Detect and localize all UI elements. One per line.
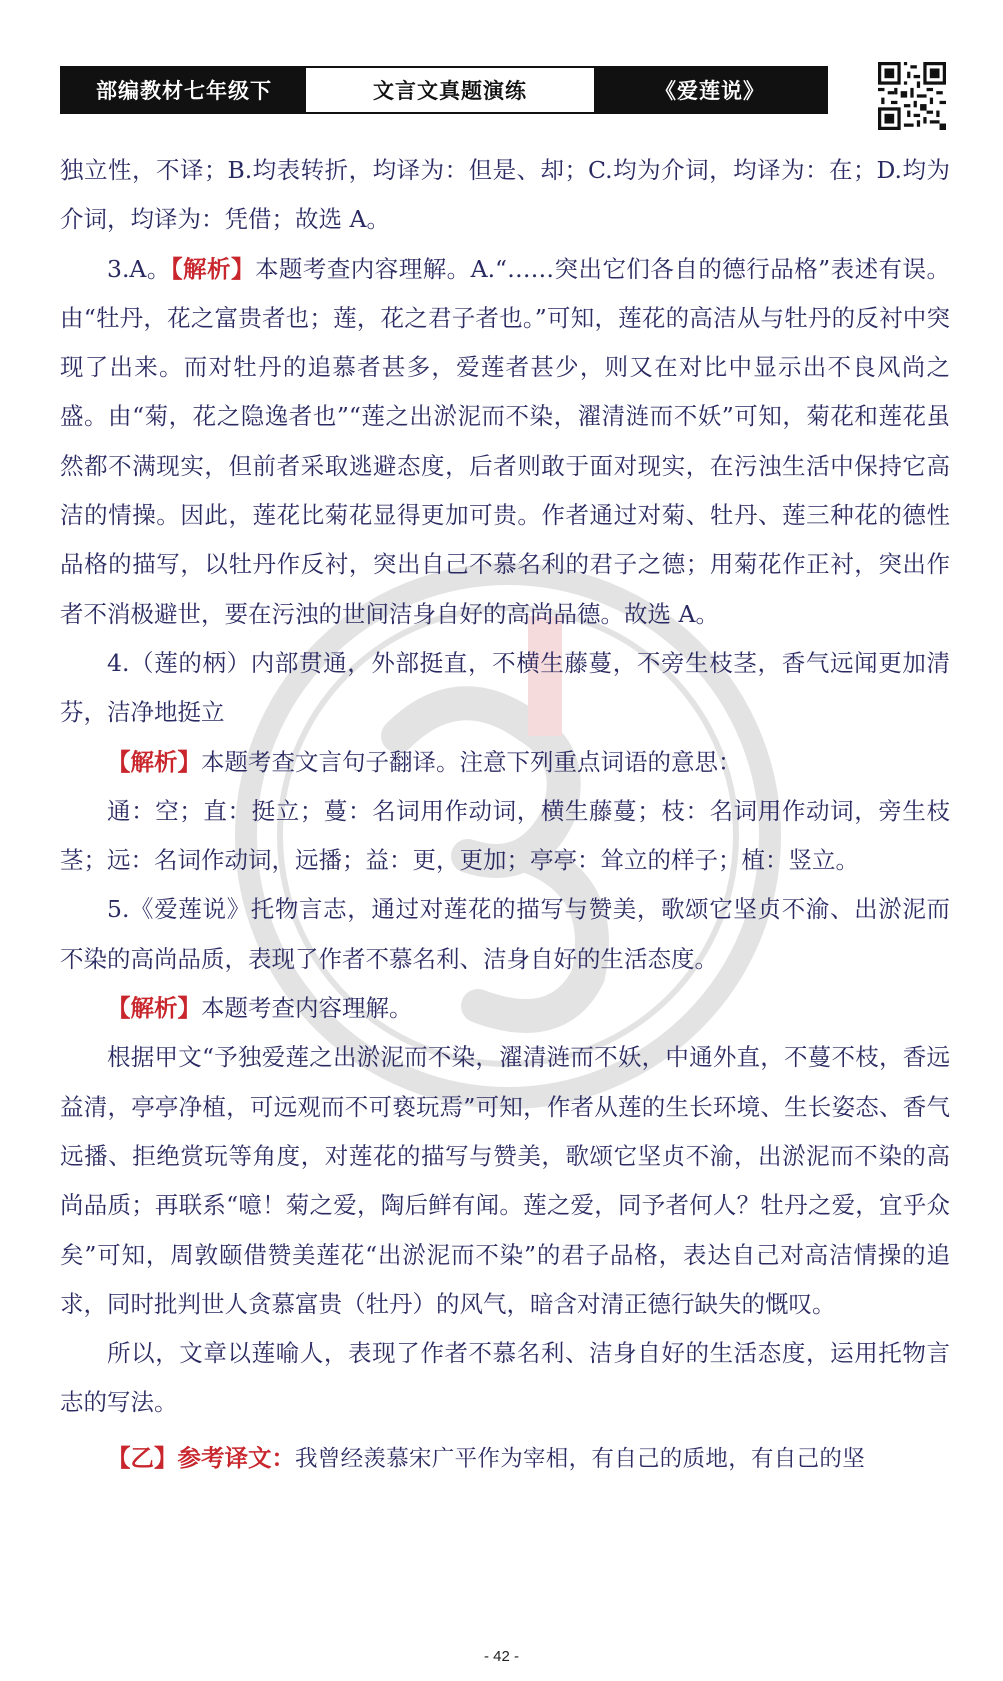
qr-code-icon [878, 62, 946, 130]
page-number: - 42 - [483, 1648, 519, 1665]
paragraph [60, 738, 950, 787]
paragraph-text: 本题考查内容理解。 [201, 994, 413, 1023]
paragraph: 根据甲文“予独爱莲之出淤泥而不染，濯清涟而不妖，中通外直，不蔓不枝，香远益清，亭亭净植，可远观而不可亵玩焉”可知，作者从莲的生长环境、生长姿态、香气远播、拒绝赏玩等角度，对莲花的描写与赞美，歌颂它坚贞不渝，出淤泥而不染的高尚品质；再联系“噫！菊之爱，陶后鲜有闻。莲之爱，同予者何人？牡丹之爱，宜乎众矣”可知，周敦颐借赞美莲花“出淤泥而不染”的君子品格，表达自己对高洁情操的追求，同时批判世人贪慕富贵（牡丹）的风气，暗含对清正德行缺失的慨叹。 [60, 1043, 950, 1318]
analysis-tag: 【解析】 [170, 254, 255, 283]
paragraph: 5.《爱莲说》托物言志，通过对莲花的描写与赞美，歌颂它坚贞不渝、出淤泥而不染的高尚品质，表现了作者不慕名利、洁身自好的生活态度。 [60, 895, 950, 973]
page-header [60, 66, 828, 114]
paragraph [60, 245, 950, 639]
analysis-tag: 【解析】 [107, 747, 201, 776]
question-number: 3.A。 [107, 254, 171, 283]
header-section: 文言文真题演练 [306, 68, 594, 112]
translation-tag: 【乙】参考译文： [107, 1443, 295, 1472]
paragraph-text: 本题考查内容理解。A.“……突出它们各自的德行品格”表述有误。由“牡丹，花之富贵者也；莲，花之君子者也。”可知，莲花的高洁从与牡丹的反衬中突现了出来。而对牡丹的追慕者甚多，爱莲者甚少，则又在对比中显示出不良风尚之盛。由“菊，花之隐逸者也”“莲之出淤泥而不染，濯清涟而不妖”可知，菊花和莲花虽然都不满现实，但前者采取逃避态度，后者则敢于面对现实，在污浊生活中保持它高洁的情操。因此，莲花比菊花显得更加可贵。作者通过对菊、牡丹、莲三种花的德性品格的描写，以牡丹作反衬，突出自己不慕名利的君子之德；用菊花作正衬，突出作者不消极避世，要在污浊的世间洁身自好的高尚品德。故选 A。 [60, 254, 950, 628]
analysis-tag: 【解析】 [107, 994, 201, 1023]
paragraph: 4.（莲的柄）内部贯通，外部挺直，不横生藤蔓，不旁生枝茎，香气远闻更加清芬，洁净地挺立 [60, 648, 950, 727]
paragraph: 通：空；直：挺立；蔓：名词用作动词，横生藤蔓；枝：名词用作动词，旁生枝茎；远：名词作动词，远播；益：更，更加；亭亭：耸立的样子；植：竖立。 [60, 796, 950, 875]
paragraph-text: 本题考查文言句子翻译。注意下列重点词语的意思： [201, 747, 742, 776]
paragraph [60, 1434, 950, 1484]
answer-content [60, 146, 950, 1484]
translation-text: 我曾经羡慕宋广平作为宰相，有自己的质地，有自己的坚 [295, 1445, 866, 1472]
header-grade: 部编教材七年级下 [62, 68, 306, 112]
paragraph: 所以，文章以莲喻人，表现了作者不慕名利、洁身自好的生活态度，运用托物言志的写法。 [60, 1339, 950, 1417]
header-title: 《爱莲说》 [594, 68, 826, 112]
paragraph [60, 984, 950, 1033]
paragraph: 独立性，不译；B.均表转折，均译为：但是、却；C.均为介词，均译为：在；D.均为介词，均译为：凭借；故选 A。 [60, 156, 950, 234]
